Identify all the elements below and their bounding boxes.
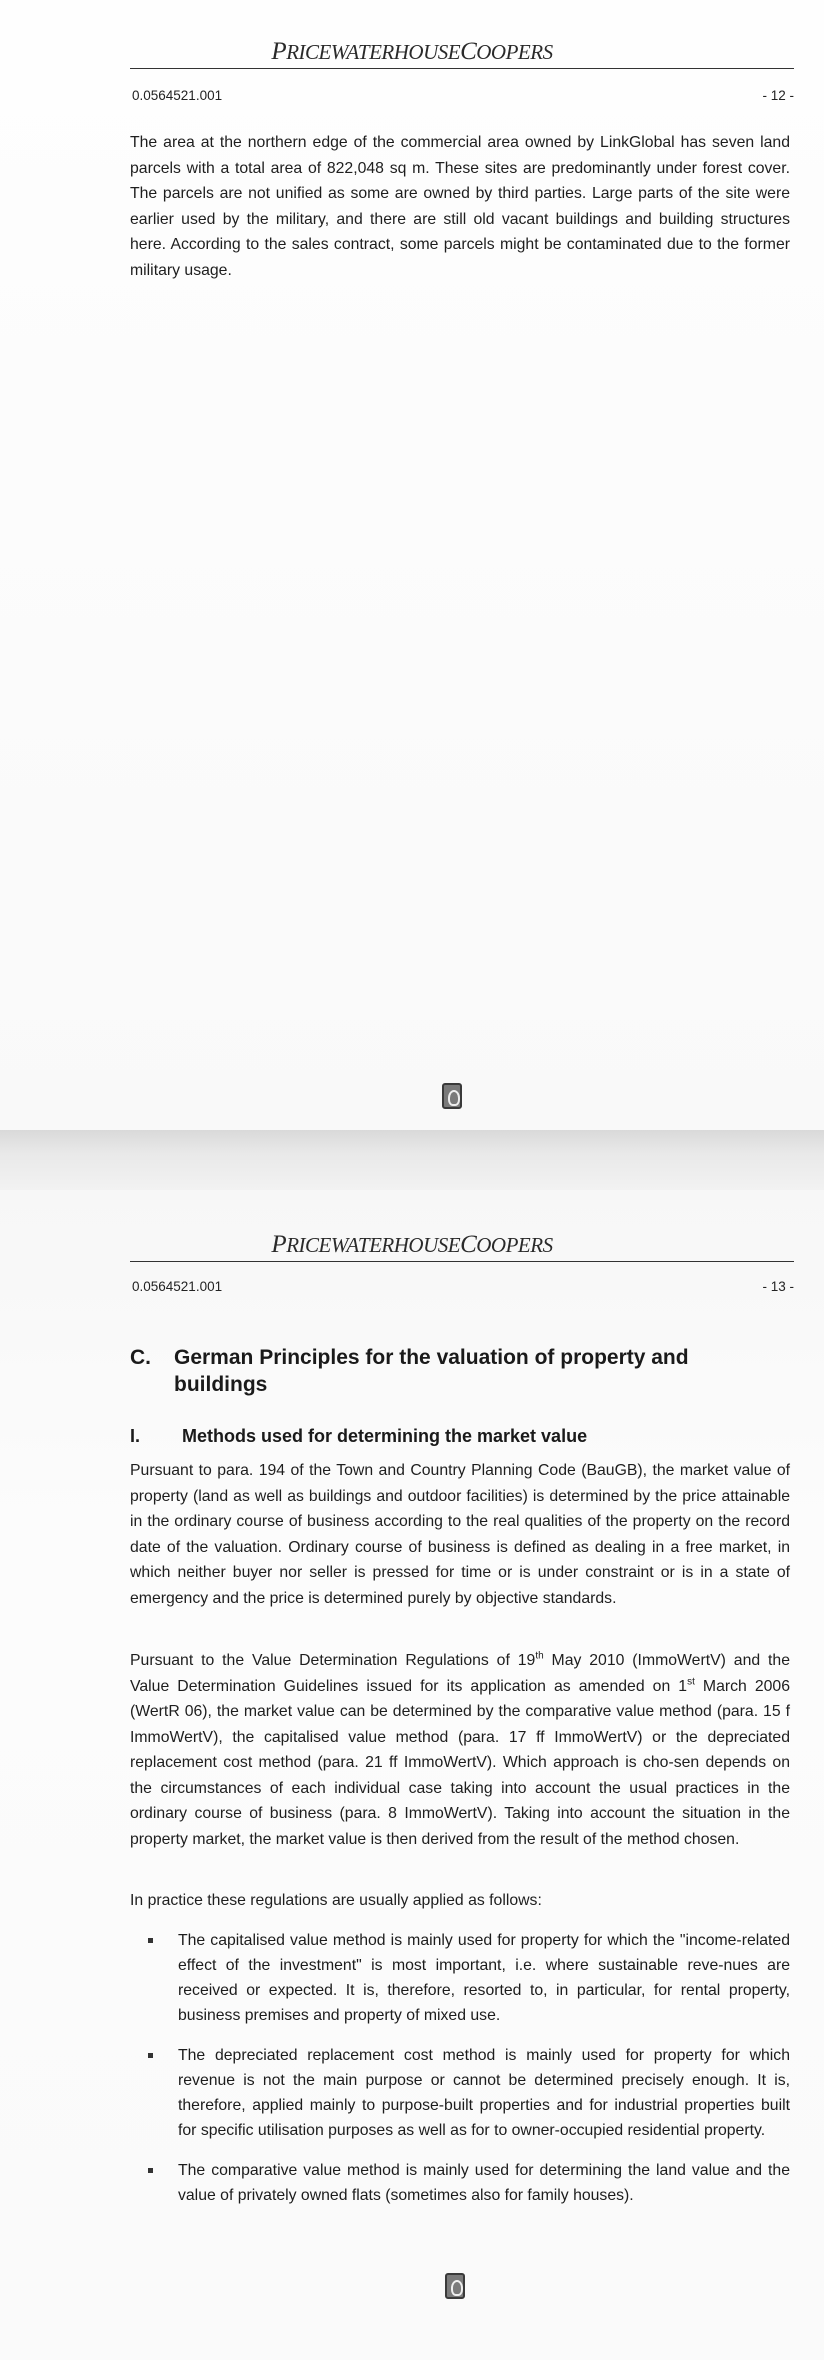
header-rule	[130, 1261, 794, 1262]
body-paragraph: The area at the northern edge of the commercial area owned by LinkGlobal has seven land parcels with a total area of 822,048 sq m. These sites are predominantly under forest cover. The parcels are not unified as some are owned by third parties. Large parts of the site were earlier used by the military, and there are still old vacant buildings and building structures here. According to the sales contract, some parcels might be contaminated due to the former military usage.	[130, 134, 790, 279]
list-item: The depreciated replacement cost method is mainly used for property for which revenue is not the main purpose or cannot be determined precisely enough. It is, therefore, applied mainly to purpose-built properties and for industrial properties built for specific utilisation purposes as well as for to owner-occupied residential property.	[130, 2043, 790, 2143]
header-rule	[130, 68, 794, 69]
page-number: - 12 -	[762, 88, 794, 103]
body-paragraph-1: Pursuant to para. 194 of the Town and Country Planning Code (BauGB), the market value of property (land as well as buildings and outdoor facilities) is determined by the price attainable in the ordinary course of business according to the real qualities of the property on the record date of the valuation. Ordinary course of business is defined as dealing in a free market, in which neither buyer nor seller is pressed for time or is under constraint or is in a state of emergency and the price is determined purely by objective standards.	[130, 1462, 790, 1607]
section-title-line1: German Principles for the valuation of property and	[174, 1346, 689, 1369]
page-separator	[0, 1130, 824, 1190]
pwc-logo: PRICEWATERHOUSECOOPERS	[271, 38, 553, 65]
body-paragraph-2: Pursuant to the Value Determination Regulations of 19th May 2010 (ImmoWertV) and the Value Determination Guidelines issued for its application as amended on 1st March 2006 (WertR 06), the market value can be determined by the comparative value method (para. 15 f ImmoWertV), the capitalised value method (para. 17 ff ImmoWertV) or the depreciated replacement cost method (para. 21 ff ImmoWertV). Which approach is cho-sen depends on the circumstances of each individual case taking into account the usual practices in the ordinary course of business (para. 8 ImmoWertV). Taking into account the situation in the property market, the market value is then derived from the result of the method chosen.	[130, 1650, 790, 1848]
pwc-logo: PRICEWATERHOUSECOOPERS	[271, 1231, 553, 1258]
seal-icon	[442, 1083, 462, 1109]
section-letter: C.	[130, 1346, 151, 1369]
document-number: 0.0564521.001	[132, 88, 223, 103]
seal-icon	[445, 2273, 465, 2299]
document-page-12	[0, 0, 824, 1130]
list-item: The capitalised value method is mainly used for property for which the "income-related effect of the investment" is most important, i.e. where sustainable reve-nues are received or expected. It is, therefore, resorted to, in particular, for rental property, business premises and property of mixed use.	[130, 1928, 790, 2028]
bullet-square-icon	[148, 2168, 153, 2173]
bullet-square-icon	[148, 2053, 153, 2058]
bullet-square-icon	[148, 1938, 153, 1943]
subsection-heading	[130, 1426, 790, 1447]
subsection-title: Methods used for determining the market value	[182, 1426, 588, 1446]
body-paragraph-3: In practice these regulations are usually applied as follows:	[130, 1892, 542, 1909]
subsection-number: I.	[130, 1426, 141, 1446]
list-item: The comparative value method is mainly used for determining the land value and the value of privately owned flats (sometimes also for family houses).	[130, 2158, 790, 2208]
section-heading	[130, 1344, 790, 1398]
document-page-13	[0, 1190, 824, 2360]
bullet-list	[130, 1928, 790, 2223]
section-title-line2: buildings	[174, 1373, 268, 1396]
document-number: 0.0564521.001	[132, 1279, 223, 1294]
page-number: - 13 -	[762, 1279, 794, 1294]
